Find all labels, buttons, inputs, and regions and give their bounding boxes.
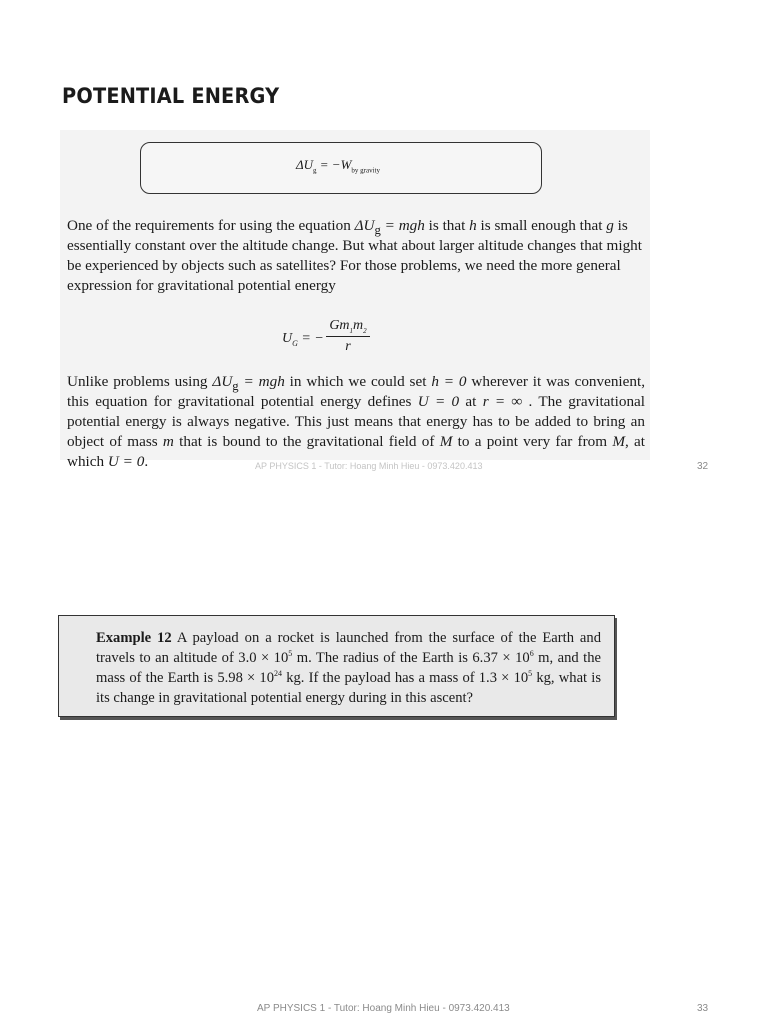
example-box bbox=[58, 615, 615, 717]
formula-subscript: G bbox=[292, 338, 298, 348]
text-run: , at which bbox=[67, 433, 646, 470]
text-run: is essentially constant over the altitude change. But what about larger altitude changes that might be experienced by objects such as satellites? For those problems, we need the more general expression for gravitational potential energy bbox=[67, 217, 642, 294]
paragraph-requirements bbox=[67, 216, 645, 296]
formula-subscript: by gravity bbox=[351, 166, 380, 175]
math-text: h = 0 bbox=[431, 373, 467, 390]
math-text: ΔU bbox=[212, 373, 233, 390]
formula-text: Gm bbox=[329, 318, 350, 333]
formula-delta-u-work bbox=[296, 157, 380, 173]
math-subscript: g bbox=[374, 223, 381, 238]
formula-text: ΔU bbox=[296, 157, 314, 172]
page-number: 33 bbox=[697, 1003, 709, 1014]
text-run: Unlike problems using bbox=[67, 373, 213, 390]
text-run: m, and the mass of the Earth is 5.98 × 10 bbox=[96, 650, 601, 686]
formula-text: m bbox=[353, 318, 364, 333]
math-text: ΔU bbox=[354, 217, 375, 234]
formula-text: = − bbox=[297, 331, 324, 346]
page-title: POTENTIAL ENERGY bbox=[62, 84, 280, 108]
exponent: 5 bbox=[528, 669, 533, 679]
exponent: 6 bbox=[529, 649, 534, 659]
text-run: is that bbox=[424, 217, 470, 234]
math-text: r = ∞ bbox=[482, 393, 523, 410]
math-text: h bbox=[469, 217, 477, 234]
formula-lhs bbox=[282, 331, 324, 347]
exponent: 24 bbox=[274, 669, 283, 679]
formula-subscript: 1 bbox=[349, 326, 354, 335]
formula-fraction bbox=[326, 318, 370, 355]
math-text: g bbox=[606, 217, 614, 234]
text-run: is small enough that bbox=[476, 217, 607, 234]
fraction-numerator bbox=[326, 318, 370, 337]
math-subscript: g bbox=[232, 379, 239, 394]
text-run: at bbox=[459, 393, 483, 410]
math-text: M bbox=[439, 433, 453, 450]
math-text: M bbox=[612, 433, 625, 450]
formula-text: U bbox=[282, 331, 293, 346]
text-run: that is bound to the gravitational field of bbox=[173, 433, 440, 450]
text-run: kg. If the payload has a mass of 1.3 × 10 bbox=[282, 670, 529, 686]
text-run: in which we could set bbox=[284, 373, 432, 390]
fraction-denominator: r bbox=[345, 339, 351, 354]
formula-text: = −W bbox=[316, 157, 352, 172]
text-run: wherever it was convenient, this equation for gravitational potential energy defines bbox=[67, 373, 646, 410]
math-text: = mgh bbox=[238, 373, 285, 390]
math-text: U = 0 bbox=[107, 453, 145, 470]
exponent: 5 bbox=[288, 649, 293, 659]
page-footer-faded: AP PHYSICS 1 - Tutor: Hoang Minh Hieu - 0973.420.413 bbox=[255, 461, 483, 471]
formula-subscript: g bbox=[313, 166, 317, 175]
text-run: A payload on a rocket is launched from the surface of the Earth and travels to an altitude of 3.0 × 10 bbox=[96, 630, 602, 666]
formula-box bbox=[140, 142, 542, 194]
page-number: 32 bbox=[697, 461, 709, 472]
text-run: . bbox=[144, 453, 149, 470]
example-12-text bbox=[96, 628, 601, 708]
text-run: kg, what is its change in gravitational potential energy during in this ascent? bbox=[96, 670, 602, 706]
math-text: U = 0 bbox=[417, 393, 460, 410]
example-label: Example 12 bbox=[96, 630, 172, 646]
text-run: . The gravitational potential energy is always negative. This just means that energy has to be added to bring an object of mass bbox=[67, 393, 645, 450]
text-run: One of the requirements for using the equation bbox=[67, 217, 355, 234]
text-run: m. The radius of the Earth is 6.37 × 10 bbox=[292, 650, 530, 666]
math-text: m bbox=[162, 433, 174, 450]
paragraph-unlike-problems bbox=[67, 372, 645, 472]
text-run: to a point very far from bbox=[452, 433, 613, 450]
page-footer: AP PHYSICS 1 - Tutor: Hoang Minh Hieu - 0973.420.413 bbox=[257, 1003, 510, 1014]
math-text: = mgh bbox=[380, 217, 425, 234]
formula-subscript: 2 bbox=[363, 326, 367, 335]
